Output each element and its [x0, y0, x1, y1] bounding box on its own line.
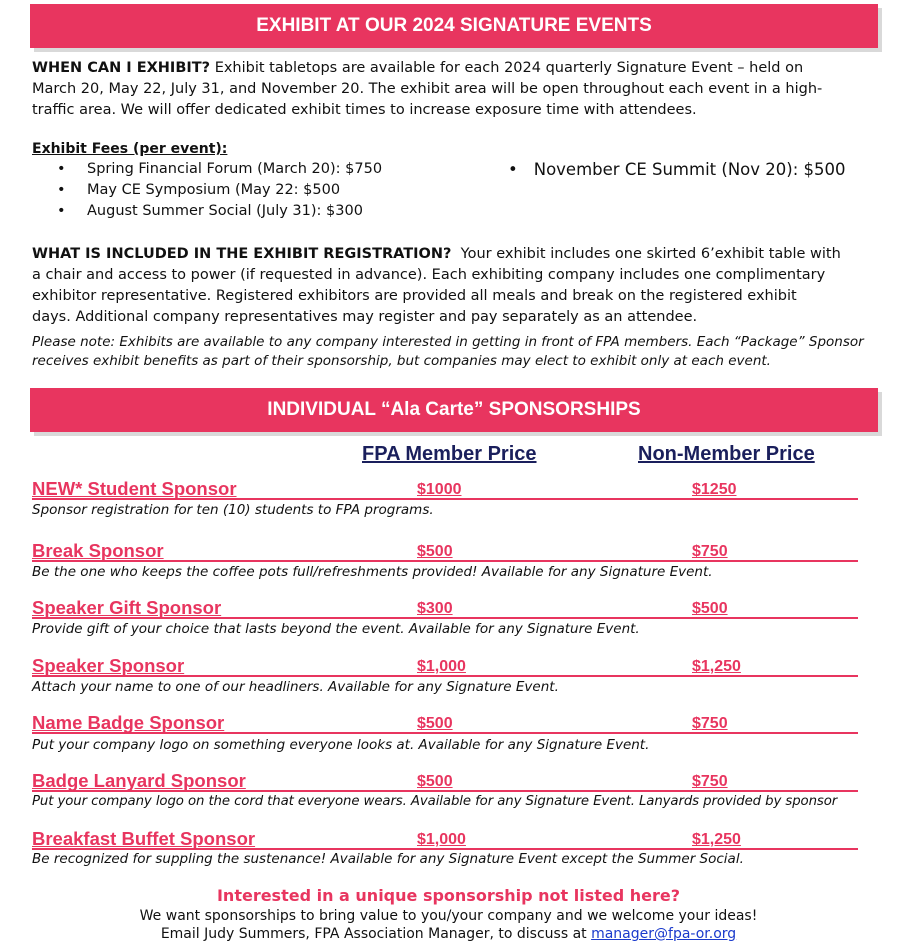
when-line-3: traffic area. We will offer dedicated exhibit times to increase exposure time with attendees.	[32, 102, 697, 118]
fees-list	[58, 159, 382, 222]
included-line-3: exhibitor representative. Registered exhibitors are provided all meals and break on the registered exhibit	[32, 288, 797, 304]
exhibit-banner-title: EXHIBIT AT OUR 2024 SIGNATURE EVENTS	[256, 15, 652, 36]
fee-item: • August Summer Social (July 31): $300	[58, 201, 382, 222]
sponsorships-banner	[30, 388, 878, 432]
member-price: $1000	[417, 481, 462, 498]
sponsorship-row	[32, 770, 858, 792]
sponsorship-row	[32, 478, 858, 500]
when-heading: WHEN CAN I EXHIBIT?	[32, 60, 211, 76]
sponsorship-desc: Sponsor registration for ten (10) students to FPA programs.	[32, 502, 434, 518]
nonmember-price: $500	[692, 600, 728, 617]
nonmember-price: $1,250	[692, 658, 741, 675]
when-line-1: Exhibit tabletops are available for each 2024 quarterly Signature Event – held on	[214, 60, 804, 76]
sponsorship-row	[32, 597, 858, 619]
nonmember-price: $750	[692, 715, 728, 732]
included-paragraph	[32, 244, 872, 328]
sponsorship-desc: Put your company logo on the cord that everyone wears. Available for any Signature Event. Lanyards provided by sponsor	[32, 794, 838, 809]
sponsorship-row	[32, 540, 858, 562]
nonmember-price: $1250	[692, 481, 737, 498]
nonmember-price: $750	[692, 773, 728, 790]
sponsorship-name: Speaker Sponsor	[32, 655, 185, 676]
cta-line-2-text: Email Judy Summers, FPA Association Manager, to discuss at	[160, 926, 592, 942]
when-line-2: March 20, May 22, July 31, and November 20. The exhibit area will be open throughout each event in a high-	[32, 81, 823, 97]
nonmember-price: $1,250	[692, 831, 741, 848]
included-heading: WHAT IS INCLUDED IN THE EXHIBIT REGISTRATION?	[32, 246, 452, 262]
cta-line-1: We want sponsorships to bring value to you/your company and we welcome your ideas!	[139, 908, 758, 924]
when-paragraph	[32, 58, 872, 121]
sponsorship-desc: Put your company logo on something everyone looks at. Available for any Signature Event.	[32, 737, 650, 753]
fee-item: • May CE Symposium (May 22: $500	[58, 180, 382, 201]
email-link[interactable]: manager@fpa-or.org	[591, 926, 737, 942]
sponsorship-name: NEW* Student Sponsor	[32, 478, 237, 499]
member-price: $500	[417, 543, 453, 560]
cta-title: Interested in a unique sponsorship not listed here?	[216, 886, 681, 905]
exhibit-banner	[30, 4, 878, 48]
cta-line-2	[0, 926, 897, 942]
sponsorship-desc: Attach your name to one of our headliners. Available for any Signature Event.	[32, 679, 559, 695]
sponsorship-row	[32, 828, 858, 850]
fee-item-november-text: November CE Summit (Nov 20): $500	[533, 160, 846, 179]
sponsorship-row	[32, 712, 858, 734]
fee-item: • Spring Financial Forum (March 20): $750	[58, 159, 382, 180]
fee-item-november	[508, 160, 846, 179]
member-price-header: FPA Member Price	[362, 443, 537, 465]
sponsorship-row	[32, 655, 858, 677]
note-line-1: Please note: Exhibits are available to any company interested in getting in front of FPA members. Each “Package” Sponsor	[32, 334, 864, 350]
member-price: $500	[417, 715, 453, 732]
sponsorship-name: Badge Lanyard Sponsor	[32, 770, 246, 791]
included-line-1: Your exhibit includes one skirted 6’exhibit table with	[460, 246, 841, 262]
sponsorships-banner-title: INDIVIDUAL “Ala Carte” SPONSORSHIPS	[267, 399, 641, 420]
sponsorship-name: Break Sponsor	[32, 540, 164, 561]
sponsorship-name: Speaker Gift Sponsor	[32, 597, 222, 618]
member-price: $500	[417, 773, 453, 790]
member-price: $1,000	[417, 658, 466, 675]
nonmember-price-header: Non-Member Price	[638, 443, 815, 465]
member-price: $1,000	[417, 831, 466, 848]
sponsorship-name: Name Badge Sponsor	[32, 712, 225, 733]
sponsorship-desc: Be the one who keeps the coffee pots full/refreshments provided! Available for any Signature Event.	[32, 564, 713, 580]
included-line-4: days. Additional company representatives may register and pay separately as an attendee.	[32, 309, 698, 325]
sponsorship-desc: Be recognized for suppling the sustenance! Available for any Signature Event except the Summer Social.	[32, 851, 744, 867]
nonmember-price: $750	[692, 543, 728, 560]
member-price: $300	[417, 600, 453, 617]
sponsorship-desc: Provide gift of your choice that lasts beyond the event. Available for any Signature Event.	[32, 621, 640, 637]
fees-title: Exhibit Fees (per event):	[32, 141, 228, 157]
sponsorship-name: Breakfast Buffet Sponsor	[32, 828, 256, 849]
exhibit-note	[32, 333, 882, 371]
included-line-2: a chair and access to power (if requested in advance). Each exhibiting company includes one complimentary	[32, 267, 826, 283]
note-line-2: receives exhibit benefits as part of their sponsorship, but companies may elect to exhibit only at each event.	[32, 353, 771, 369]
